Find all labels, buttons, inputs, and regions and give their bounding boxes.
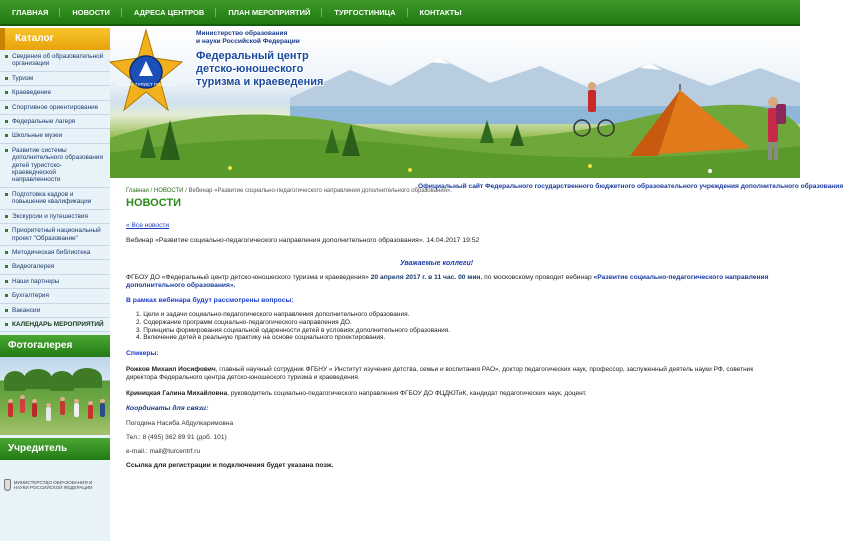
- speaker-desc: , руководитель социально-педагогического направления ФГБОУ ДО ФЦДЮТиК, кандидат педагогических наук, доцент.: [227, 390, 587, 397]
- nav-news[interactable]: НОВОСТИ: [59, 8, 121, 17]
- nav-hotel[interactable]: ТУРГОСТИНИЦА: [321, 8, 406, 17]
- speaker-name: Криницкая Галина Михайловна: [126, 390, 228, 397]
- catalog-item-video[interactable]: Видеогалерея: [0, 260, 110, 274]
- news-header: Вебинар «Развитие социально-педагогического направления дополнительного образования». 14.04.2017 19:52: [126, 237, 480, 244]
- catalog-item-excursions[interactable]: Экскурсии и путешествия: [0, 210, 110, 224]
- catalog-item-training[interactable]: Подготовка кадров и повышение квалификации: [0, 188, 110, 210]
- center-name-line: Федеральный центр: [196, 50, 309, 62]
- list-item: 3. Принципы формирования социальной одаренности детей в условиях дополнительного образования.: [136, 326, 451, 334]
- founder-text: МИНИСТЕРСТВО ОБРАЗОВАНИЯ И НАУКИ РОССИЙСКОЙ ФЕДЕРАЦИИ: [13, 479, 93, 491]
- gallery-photo[interactable]: [0, 357, 110, 435]
- list-item: 1. Цели и задачи социально-педагогического направления дополнительного образования.: [136, 311, 410, 318]
- topics-heading: В рамках вебинара будут рассмотрены вопросы:: [126, 297, 294, 304]
- speaker-2: [126, 390, 587, 397]
- breadcrumb-news[interactable]: НОВОСТИ: [153, 188, 184, 194]
- catalog-item-tourism[interactable]: Туризм: [0, 72, 110, 86]
- ministry-line: и науки Российской Федерации: [196, 38, 300, 45]
- catalog-item-library[interactable]: Методическая библиотека: [0, 246, 110, 260]
- emblem-icon: [4, 479, 11, 491]
- catalog-item-local-history[interactable]: Краеведение: [0, 86, 110, 100]
- page-title: НОВОСТИ: [126, 197, 182, 209]
- nav-events-plan[interactable]: ПЛАН МЕРОПРИЯТИЙ: [215, 8, 321, 17]
- speakers-heading: Спикеры:: [126, 350, 159, 357]
- contact-name: Погодина Насиба Абдулкаримовна: [126, 420, 234, 427]
- registration-note: Ссылка для регистрации и подключения будет указана позж.: [126, 462, 334, 469]
- catalog-item-camps[interactable]: Федеральные лагеря: [0, 115, 110, 129]
- lead-text: ФГБОУ ДО «Федеральный центр детско-юношеского туризма и краеведения»: [126, 274, 371, 281]
- site-marquee: Официальный сайт Федерального государственного бюджетного образовательного учреждения дополнительного образования: [418, 183, 843, 190]
- catalog-title: Каталог: [0, 28, 110, 50]
- ministry-name: [196, 30, 300, 46]
- sidebar: [0, 28, 110, 541]
- logo-text: ЮНЫЙ ТУРИСТ РОССИИ: [118, 82, 174, 87]
- catalog-item-calendar[interactable]: КАЛЕНДАРЬ МЕРОПРИЯТИЙ: [0, 318, 110, 332]
- catalog-item-partners[interactable]: Наши партнеры: [0, 275, 110, 289]
- star-logo-icon[interactable]: [110, 28, 182, 124]
- all-news-link[interactable]: « Все новости: [126, 222, 170, 229]
- center-name: [196, 50, 323, 89]
- contact-email[interactable]: e-mail.: mail@turcentrf.ru: [126, 448, 201, 455]
- ministry-line: Министерство образования: [196, 30, 288, 37]
- nav-contacts[interactable]: КОНТАКТЫ: [407, 8, 473, 17]
- breadcrumb-separator: /: [185, 188, 189, 194]
- catalog-item-museums[interactable]: Школьные музеи: [0, 129, 110, 143]
- lead-paragraph: [126, 274, 798, 290]
- catalog-item-vacancies[interactable]: Вакансии: [0, 304, 110, 318]
- nav-home[interactable]: ГЛАВНАЯ: [12, 7, 49, 17]
- breadcrumb: [126, 188, 452, 194]
- top-navigation: [0, 0, 800, 26]
- founder-title: Учредитель: [0, 438, 110, 460]
- founder-logo[interactable]: [0, 460, 110, 510]
- lead-text: по московскому проводит вебинар: [482, 274, 594, 281]
- catalog-list: [0, 50, 110, 332]
- catalog-item-orienteering[interactable]: Спортивное ориентирование: [0, 101, 110, 115]
- catalog-item-development[interactable]: Развитие системы дополнительного образования детей туристско-краеведческой направленности: [0, 144, 110, 188]
- catalog-item-organization[interactable]: Сведения об образовательной организации: [0, 50, 110, 72]
- greeting: Уважаемые коллеги!: [400, 260, 474, 267]
- nav-centers[interactable]: АДРЕСА ЦЕНТРОВ: [121, 8, 215, 17]
- gallery-title: Фотогалерея: [0, 335, 110, 357]
- speaker-desc: директора Федерального центра детско-юношеского туризма и краеведения.: [126, 374, 360, 381]
- header-banner: [110, 28, 800, 178]
- list-item: 2. Содержание программ социально-педагогического направления ДО.: [136, 318, 352, 326]
- speaker-desc: , главный научный сотрудник ФГБНУ « Институт изучения детства, семьи и воспитания РАО», доктор педагогических наук, профессор, заслуженный деятель науки РФ, советник: [215, 366, 754, 373]
- speaker-name: Рожков Михаил Иосифович: [126, 366, 216, 373]
- contact-phone: Тел.: 8 (495) 362 89 91 (доб. 101): [126, 434, 227, 441]
- contacts-heading: Координаты для связи:: [126, 405, 209, 412]
- center-name-line: детско-юношеского: [196, 63, 304, 75]
- breadcrumb-current: Вебинар «Развитие социально-педагогического направления дополнительного образования».: [188, 188, 452, 194]
- list-item: 4. Включение детей в реальную практику на основе социального проектирования.: [136, 334, 386, 342]
- breadcrumb-separator: /: [150, 188, 154, 194]
- lead-date: 20 апреля 2017 г. в 11 час. 00 мин.: [370, 274, 483, 281]
- speaker-1: [126, 366, 798, 382]
- catalog-item-accounting[interactable]: Бухгалтерия: [0, 289, 110, 303]
- center-name-line: туризма и краеведения: [196, 76, 324, 88]
- lead-webinar-title: «Развитие социально-педагогического направления дополнительного образования».: [126, 274, 769, 290]
- topics-list: [136, 311, 450, 342]
- catalog-item-national-project[interactable]: Приоритетный национальный проект "Образование": [0, 224, 110, 246]
- breadcrumb-home[interactable]: Главная: [126, 188, 149, 194]
